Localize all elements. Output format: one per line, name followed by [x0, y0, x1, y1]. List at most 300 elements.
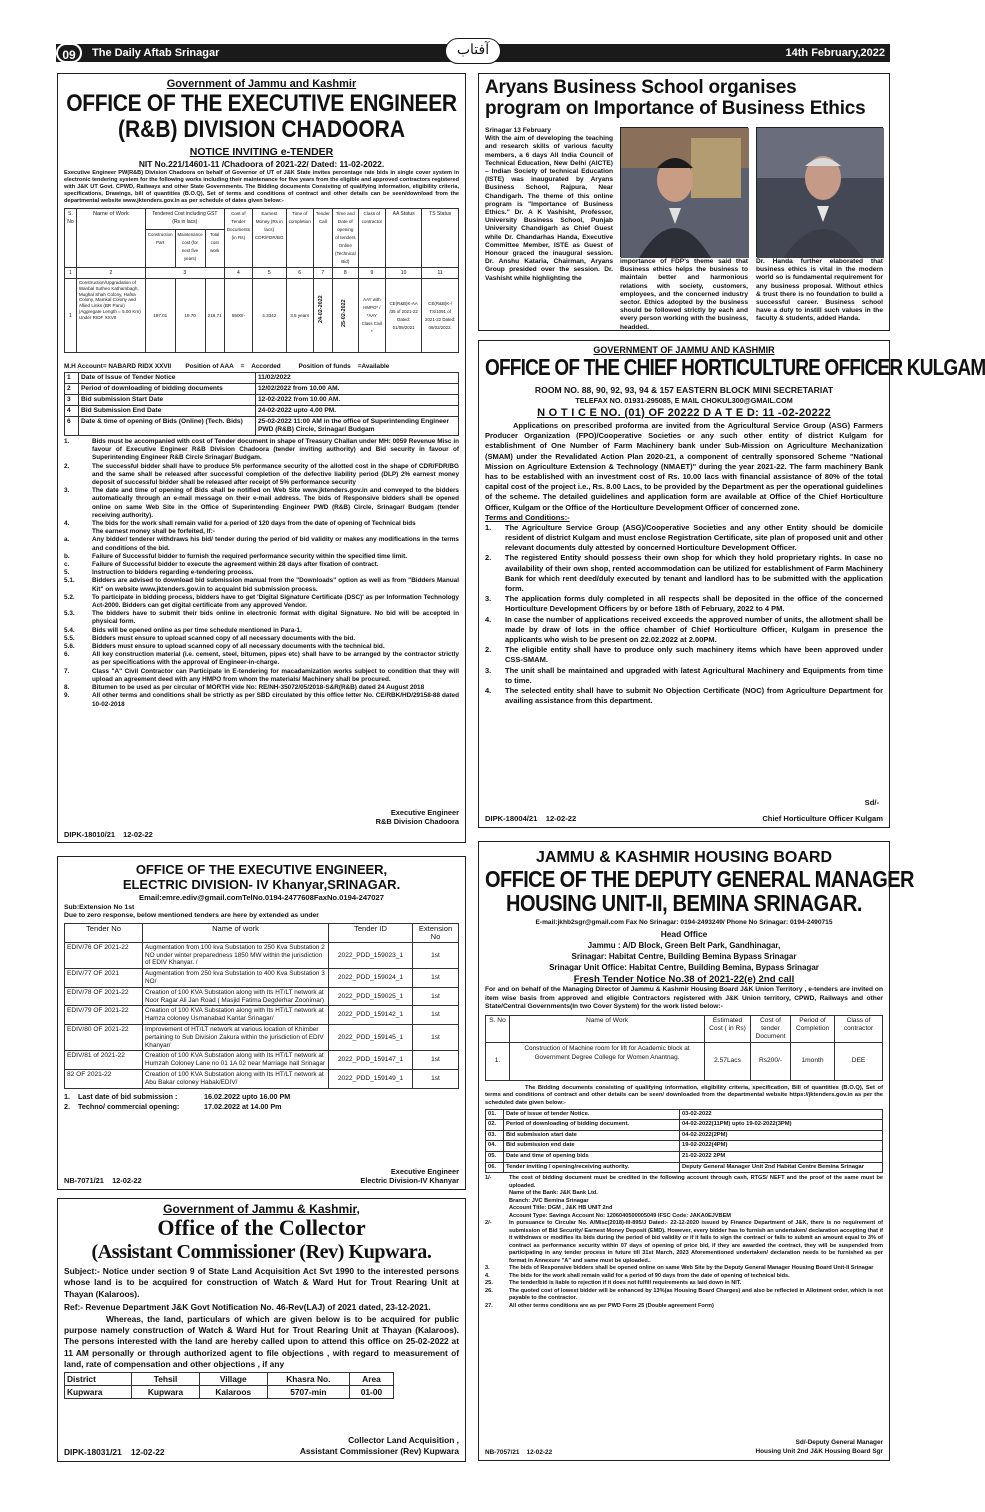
term-text: The application forms duly completed in all respects shall be deposited in the office of the concerned Horticulture Development Officers by or before 18th of February, 2022 to 4 PM. [505, 594, 883, 614]
table-row [65, 1006, 459, 1025]
ad1-account-line: M.H Account= NABARD RIDX XXVII Position of AAA = Accorded Position of funds =Available [64, 363, 390, 370]
date-value: 25-02-2022 11:00 AM in the office of Superintending Engineer PWD (R&B) Circle, Srinagar/ Budgam [256, 417, 459, 436]
term-key: 2/- [485, 1220, 492, 1227]
term-item [64, 569, 459, 577]
term-text: Bids will be opened online as per time schedule mentioned in Para-1. [92, 626, 302, 634]
date-label: Bid submission Start Date [79, 395, 256, 406]
ad3-terms-title: Terms and Conditions:- [485, 512, 570, 522]
table-row [65, 942, 459, 968]
th-district: District [65, 1372, 132, 1385]
cell-opening [332, 279, 358, 353]
term-key: 4. [485, 1272, 490, 1279]
term-text: The date and time of opening of Bids shall be notified on Web Site www.jktenders.gov.in and conveyed to the bidders automatically through an e-mail message on their e-mail address. The bids of Responsive bidders shall be opened online on same Web Site in the Office of Superintending Engineer PWD (R&B) Circle, Srinagar/ Budgam (tender receiving authority). [92, 487, 459, 519]
table-row [65, 1051, 459, 1070]
th-emd: Earnest Money (Rs in lacs) CDR/FDR/BG [252, 209, 286, 268]
date-no: 01. [486, 1109, 504, 1120]
ad6-ref: NB-7057/21 12-02-22 [485, 1449, 553, 1456]
th-ts: TS Status [422, 209, 459, 268]
num-1: 1 [65, 268, 77, 279]
term-key: 27. [485, 1302, 493, 1309]
term-item [64, 438, 459, 463]
cell-estimated: 2.57Lacs [705, 1042, 751, 1080]
article-headline-1: Aryans Business School organises [485, 77, 797, 98]
date-value: 03-02-2022 [680, 1109, 883, 1120]
table-row [65, 1385, 394, 1398]
term-key: 5.1. [64, 577, 75, 585]
ad6-sign2: Housing Unit 2nd J&K Housing Board Sgr [755, 1447, 883, 1455]
term-item [64, 553, 459, 561]
term-text: Bidders must ensure to upload scanned copy of all necessary documents with the bid. [92, 634, 356, 642]
ad1-sign1: Executive Engineer [390, 808, 459, 817]
ad6-fresh: Fresh Tender Notice No.38 of 2021-22(e) 2nd call [573, 974, 795, 985]
cell-tehsil: Kupwara [132, 1385, 199, 1398]
tender-no: 82 OF 2021-22 [65, 1069, 143, 1088]
term-item [64, 651, 459, 667]
term-text: Failure of Successful bidder to furnish the required performance security within the specified time limit. [92, 552, 407, 560]
term-key: 1/- [485, 1175, 492, 1182]
date-no: 1 [65, 373, 79, 384]
ad3-addr: ROOM NO. 88, 90, 92, 93, 94 & 157 EASTERN BLOCK MINI SECRETARIAT [534, 385, 834, 395]
ad6-signature [756, 1439, 883, 1456]
term-key: b. [64, 552, 70, 560]
th-time: Time of completion [286, 209, 313, 268]
tender-no: EDIV/78 OF 2021-22 [65, 987, 143, 1006]
term-item [485, 594, 883, 614]
ad5-subject: Subject:- Notice under section 9 of State Land Acquisition Act Svt 1990 to the interested persons whose land is to be acquired for construction of Watch & Ward Hut for Trout Rearing Unit at Thayan (Kalaroos). [64, 1266, 459, 1299]
ad1-work-table [64, 208, 459, 353]
ad3-title: OFFICE OF THE CHIEF HORTICULTURE OFFICER KULGAM [485, 355, 985, 381]
term-item [64, 536, 459, 552]
term-key: 2. [485, 553, 492, 563]
ad6-work-table [485, 1015, 883, 1081]
th-cost-doc: Cost of tender Document [751, 1015, 791, 1042]
num-11: 11 [422, 268, 459, 279]
term-item [485, 1175, 883, 1220]
cell-time: 3.5 years [286, 279, 313, 353]
ad5-sign1: Collector Land Acquisition , [348, 1435, 459, 1445]
term-key: 6. [64, 651, 70, 659]
ad6-title0: JAMMU & KASHMIR HOUSING BOARD [536, 849, 832, 866]
ad1-nit: NIT No.221/14601-11 /Chadoora of 2021-22/ Dated: 11-02-2022. [138, 159, 385, 169]
ad4-opening [64, 1102, 459, 1112]
term-key: 7. [64, 667, 70, 675]
num-4: 4 [224, 268, 252, 279]
term-text: Any bidder/ tenderer withdraws his bid/ tender during the period of bid validity or makes any modifications in the terms and conditions of the bid. [92, 536, 459, 552]
cell-class: AAY with HMPO* / *AAY Class Civil * [358, 279, 385, 353]
article-aryans [478, 73, 890, 331]
cell-period: 1month [791, 1042, 835, 1080]
ad6-email: E-mail:jkhb2sgr@gmail.com Fax No Srinagar: 0194-2493249/ Phone No Srinagar: 0194-2490715 [535, 919, 833, 926]
term-item [64, 635, 459, 643]
tender-work: Improvement of HT/LT network at various location of Khimber pertaining to Sub Division Zakura within the jurisdiction of EDIV Khanyar/ [143, 1024, 329, 1050]
ad1-notice: NOTICE INVITING e-TENDER [189, 146, 334, 158]
th-sno: S. No [65, 209, 77, 268]
term-text: The registered Entity should possess their own shop for which they hold proprietary rights. In case no availability of their own shop, rented accommodation can be utilized for establishment of Farm Machinery Bank for which rent deed/duly executed by tenant and landlord has to be submitted with the application form. [505, 553, 883, 594]
term-item [485, 553, 883, 594]
term-text: Bitumen to be used as per circular of MORTH vide No: RE/NH-35072/05/2018-S&R(R&B) dated 24 August 2018 [92, 684, 425, 692]
term-text: All other terms conditions are as per PWD Form 25 (Double agreement Form) [509, 1302, 714, 1309]
ad6-srinagar: Srinagar: Habitat Centre, Building Bemina Bypass Srinagar [571, 952, 797, 961]
ad5-ref-line: Ref:- Revenue Department J&K Govt Notification No. 46-Rev(LAJ) of 2021 dated, 23-12-2021. [64, 1302, 431, 1313]
th-maintenance: Maintenance cost (for next five years) [175, 230, 205, 268]
ad6-terms [485, 1175, 883, 1310]
ad6-title1: OFFICE OF THE DEPUTY GENERAL MANAGER [485, 867, 914, 893]
table-row [65, 1069, 459, 1088]
ad4-ref: NB-7071/21 12-02-22 [64, 1176, 142, 1185]
term-key: 5.6. [64, 643, 75, 651]
term-text: The bidders have to submit their bids online in electronic format with digital Signature. No bid will be accepted in physical form. [92, 610, 459, 626]
tender-no: EDIV/80 OF 2021-22 [65, 1024, 143, 1050]
ad6-sign1: Sd/-Deputy General Manager [795, 1439, 883, 1447]
term-text: The selected entity shall have to submit No Objection Certificate (NOC) from Agriculture Department for availing assistance from this department. [505, 686, 883, 706]
term-key: 9. [64, 692, 70, 700]
term-item [485, 1273, 883, 1281]
ad1-dates-table [64, 372, 459, 436]
ad-electric-division [57, 856, 466, 1190]
article-col-1: Srinagar 13 February With the aim of developing the teaching and research skills of various faculty members, a 6 days All India Council of Technical Education, New Delhi (AICTE) – Indian Society of technical Education (ISTE) was inaugurated by Aryans Business School, Rajpura, Near Chandigarh. The theme of this online program is "Importance of Business Ethics." Dr. A K Vashisht, Professor, University Business School, Punjab University Chandigarh as Chief Guest while Dr. Chandarhas Handa, Executive Committee Member, ISTE as Guest of Honour graced the inaugural session. Dr. Anshu Kataria, Chairman, Aryans Group presided over the session. Dr. Vashisht while highlighting the [485, 127, 613, 282]
term-item [485, 686, 883, 706]
term-item [485, 1280, 883, 1288]
ad6-bidding: The Bidding documents consisting of qualifying information, eligibility criteria, specification, Bill of quantities (B.O.Q), Set of terms and conditions of contract and other details can be seen/ downloaded from the departmental website https://jktenders.gov.in as per the scheduled date given below:- [485, 1084, 883, 1106]
ad1-sign2: R&B Division Chadoora [375, 817, 459, 826]
table-row [486, 1042, 883, 1080]
th-village: Village [199, 1372, 267, 1385]
date-no: 6 [65, 417, 79, 436]
term-text: Bidders must ensure to upload scanned copy of all necessary documents with the technical bid. [92, 643, 385, 651]
term-item [485, 1265, 883, 1273]
th-construction: Construction Part [145, 230, 175, 268]
ad6-jammu: Jammu : A/D Block, Green Belt Park, Gandhinagar, [587, 941, 781, 950]
logo-text: آفتاب [456, 42, 490, 58]
term-key: a. [64, 536, 70, 544]
term-item [485, 1288, 883, 1303]
tender-work: Creation of 100 KVA Substation along with Its HT/LT network at Hamza coloney Usmanabad Kantar Srinagar/ [143, 1006, 329, 1025]
term-key: 2. [64, 462, 70, 470]
term-text: The bids for the work shall remain valid for a period of 120 days from the date of opening of Technical bids [92, 520, 416, 528]
term-item [485, 523, 883, 554]
term-key: 5. [64, 569, 70, 577]
ad-collector-kupwara [57, 1198, 466, 1462]
tender-id: 2022_PDD_159023_1 [329, 942, 413, 968]
cell-maintenance: 19.70 [175, 279, 205, 353]
num-5: 5 [252, 268, 286, 279]
num-9: 9 [358, 268, 385, 279]
ad4-title2: ELECTRIC DIVISION- IV Khanyar,SRINAGAR. [122, 877, 401, 892]
th-tender-id: Tender ID [329, 923, 413, 942]
last-date-value: 16.02.2022 upto 16.00 PM [204, 1091, 291, 1101]
date-no: 04. [486, 1141, 504, 1152]
term-item [64, 463, 459, 488]
date-value: 04-02-2022(2PM) [680, 1130, 883, 1141]
th-sno: S. No [486, 1015, 510, 1042]
term-text: The unit shall be maintained and upgraded with latest Agricultural Machinery and Equipments from time to time. [505, 665, 883, 685]
term-key: 8. [64, 684, 70, 692]
term-key [64, 528, 92, 536]
ad4-tender-table [64, 923, 459, 1089]
term-key: 5.4. [64, 626, 75, 634]
date-label: Bid submission start date [504, 1130, 680, 1141]
photo-guest-honour [756, 127, 883, 257]
paper-name: The Daily Aftab Srinagar [92, 47, 220, 59]
ad4-sub: Sub:Extension No 1st [64, 904, 135, 911]
ad1-terms [64, 438, 459, 709]
term-item [64, 577, 459, 593]
term-item [64, 610, 459, 626]
article-col-3: Dr. Handa further elaborated that business ethics is vital in the modern world so is fundamental requirement for any business proposal. Without ethics & trust there is no foundation to build a successful career. Business school have a duty to instill such values in the faculty & students, added Handa. [756, 258, 883, 323]
term-item [485, 645, 883, 665]
speaker-photo-2 [757, 128, 884, 258]
date-value: 11/02/2022 [256, 373, 459, 384]
ad3-notice: N O T I C E NO. (01) OF 20222 D A T E D: 11 -02-20222 [537, 407, 831, 419]
ad5-signature [300, 1435, 459, 1457]
th-khasra: Khasra No. [267, 1372, 349, 1385]
th-opening: Time and Date of opening of tenders Online (Technical Bid) [332, 209, 358, 268]
th-total: Total cost work [205, 230, 224, 268]
ad6-head-office: Head Office [660, 929, 708, 939]
ad6-title2: HOUSING UNIT-II, BEMINA SRINAGAR. [505, 891, 863, 917]
term-text: Bids must be accompanied with cost of Tender document in shape of Treasury Challan under MH: 0059 Revenue Misc in favour of Executive Engineer R&B Division Chadoora (tender inviting authority) and Bid security in favour of Superintending Engineer R&B Circle Srinagar/ Budgam. [92, 438, 459, 462]
tender-ext: 1st [413, 1069, 459, 1088]
ad3-sign: Chief Horticulture Officer Kulgam [762, 814, 883, 823]
ad-housing-board [478, 841, 914, 1461]
tender-work: Augmentation from 250 kva Substation to 400 Kva Substation 3 NO/ [143, 969, 329, 988]
tender-no: EDIV/81 of 2021-22 [65, 1051, 143, 1070]
table-row [65, 1024, 459, 1050]
num-10: 10 [385, 268, 421, 279]
cell-name: Construction/Upgradation of Wanbal Sutheo Kathambagh, Mughal Shah Colony, Hafsa Colony, Mamkal Colony and Allied Links (BR Parui) (Aggregate Length = 5.00 Km) Under RIDF XXVII [76, 279, 145, 353]
date-label: Date of issue of tender Notice. [504, 1109, 680, 1120]
term-text: The successful bidder shall have to produce 5% performance security of the allotted cost in the shape of CDR/FDR/BG and the same shall be released after successful completion of the defective liability period (DLP) 2% earnest money deposit of successful bidder shall be released after receipt of 5% performance security [92, 462, 459, 487]
term-item [485, 615, 883, 646]
ad4-email: Email:emre.ediv@gmail.comTelNo.0194-2477608FaxNo.0194-247027 [139, 893, 384, 902]
tender-ext: 1st [413, 1051, 459, 1070]
ad4-title1: OFFICE OF THE EXECUTIVE ENGINEER, [135, 862, 388, 877]
date-no: 06. [486, 1162, 504, 1173]
term-text: The eligible entity shall have to produce only such machinery items which have been approved under CSS-SMAM. [505, 645, 883, 665]
term-key: 26. [485, 1287, 493, 1294]
term-text: The Agriculture Service Group (ASG)/Cooperative Societies and any other Entity should be domicile resident of district Kulgam and must enclose Registration Certificate, site plan of proposed unit and other relevant documents duly attested by concerned Horticulture Development Officer. [505, 522, 883, 553]
ad3-gov: GOVERNMENT OF JAMMU AND KASHMIR [593, 345, 775, 355]
cell-village: Kalaroos [199, 1385, 267, 1398]
opening-label: 2. Techno/ commercial opening: [64, 1101, 180, 1111]
ad5-sign2: Assistant Commissioner (Rev) Kupwara [299, 1446, 459, 1456]
term-text: The earnest money shall be forfeited, If:- [92, 528, 215, 536]
term-key: 4. [64, 520, 70, 528]
th-class: Class of contractor [835, 1015, 883, 1042]
cell-sno: 1 [65, 279, 77, 353]
term-text: The cost of bidding document must be credited in the following account through cash, RTGS/ NEFT and the proof of the same must be uploaded. Name of the Bank: J&K Bank Ltd. Branch: JVC Bemina Srinagar Account Title: DGM , J&K HB UNIT 2nd Account Type: Savings Account No: 1206040500005049 IFSC Code: JAKA0EJVBEM [509, 1175, 883, 1219]
tender-work: Creation of 100 KVA Substation along with Its HT/LT network at Humzah Coloney Lane no 01 1A 02 near Marriage hall Srinagar [143, 1051, 329, 1070]
term-text: The quoted cost of lowest bidder will be enhanced by 13%(as Housing Board Charges) and also be reflected in Allotment order, which is not payable to the contractor. [509, 1287, 883, 1302]
term-item [64, 692, 459, 708]
date-label: Bid Submission End Date [79, 406, 256, 417]
tender-id: 2022_PDD_159025_1 [329, 987, 413, 1006]
date-no: 02. [486, 1120, 504, 1131]
ad1-gov: Government of Jammu and Kashmir [166, 78, 357, 90]
issue-date: 14th February,2022 [785, 47, 885, 59]
ad5-title1: Office of the Collector [157, 1215, 366, 1240]
th-aa: AA Status [385, 209, 421, 268]
ad3-body: Applications on prescribed proforma are invited from the Agricultural Service Group (ASG) Farmers Producer Organization (FPO)/Cooperative Societies or any such other entity of district Kulgam for establishment of One Number of Farm Machinery bank under Sub-Mission on Agriculture Mechanization (SMAM) under the Revalidated Action Plan 2020-21, a component of centrally sponsored Scheme "National Mission on Agriculture Extension & Technology (NMAET)" during the year 2021-22. The farm machinery Bank has to be established with an investment cost of Rs. 10.00 lacs with financial assistance of 80% of the total capital cost of the project i.e., Rs. 8.00 Lacs, to be provided by the Department as per the operational guidelines of the scheme. The detailed guidelines and application form are available at Office of the Chief Horticulture Officer, Kulgam or the Office of the Horticulture Development Officer of concerned zone. [485, 421, 884, 512]
date-value: 04-02-2022(11PM) upto 19-02-2022(3PM) [680, 1120, 883, 1131]
page-number: 09 [62, 48, 76, 62]
term-item [485, 1303, 883, 1311]
tender-work: Augmentation from 100 kva Substation to 250 Kva Substation 2 NO under winter preparedness 1850 MW within the jurisdiction of EDIV Khanyar. / [143, 942, 329, 968]
date-label: Date & time of opening of Bids (Online) (Tech. Bids) [79, 417, 256, 436]
term-key: 5.3. [64, 610, 75, 618]
cell-construction: 197.01 [145, 279, 175, 353]
cell-khasra: 5707-min [267, 1385, 349, 1398]
tender-id: 2022_PDD_159145_1 [329, 1024, 413, 1050]
term-key: 5.2. [64, 593, 75, 601]
th-area: Area [349, 1372, 393, 1385]
ad3-tel: TELEFAX NO. 01931-295085, E MAIL CHOKUL300@GMAIL.COM [575, 396, 793, 405]
ad4-last-date [64, 1092, 459, 1102]
article-headline-2: program on Importance of Business Ethics [485, 98, 866, 119]
term-text: All key construction material (i.e. cement, steel, bitumen, pipes etc) shall have to be arranged by the contractor strictly as per specifications with the approval of Engineer-in-charge. [92, 651, 459, 667]
tender-ext: 1st [413, 1024, 459, 1050]
cell-ts: CE(R&B)K-/ TS/1091 of 2021-22 Dated: 08/02/2022. [422, 279, 459, 353]
th-tender-no: Tender No [65, 923, 143, 942]
tender-ext: 1st [413, 969, 459, 988]
ad5-body: Whereas, the land, particulars of which are given below is to be acquired for public purpose namely construction of Watch & Ward Hut for Trout Rearing Unit at Thayan (Kalaroos). The persons interested with the land are hereby called upon to attend this office on 25-02-2022 at 11 AM personally or through authorized agent to file objections , with regard to measurement of land, rate of compensation and other objections , if any [64, 1313, 459, 1370]
date-value: 12/02/2022 from 10.00 AM. [256, 384, 459, 395]
th-cost-doc: Cost of Tender Documents (in Rs) [224, 209, 252, 268]
photo-chief-guest [620, 127, 748, 257]
term-item [64, 561, 459, 569]
term-key: 3. [485, 1265, 490, 1272]
cell-area: 01-00 [349, 1385, 393, 1398]
article-col-2: importance of FDP's theme said that Business ethics helps the business to maintain better and harmonious relations with society, customers, employees, and the concerned industry sector. Ethics adopted by the business should be followed strictly by each and every person working with the business, headded. [620, 258, 748, 331]
th-name-of-work: Name of Work [510, 1015, 705, 1042]
th-name: Name of Work [76, 209, 145, 268]
cell-call-text: 24-02-2022 [317, 294, 324, 323]
cell-aa: CE(R&B)K-AA /35 of 2021-22 Dated: 01/09/2021 [385, 279, 421, 353]
ad6-dates-table [485, 1109, 883, 1174]
term-text: The bids of Responsive bidders shall be opened online on same Web Site by the Deputy General Manager Housing Board Unit-II Srinagar [509, 1265, 874, 1272]
date-label: Date and time of opening bids [504, 1151, 680, 1162]
th-tendered: Tendered Cost including GST (Rs in lacs) [145, 209, 224, 230]
term-text: In case the number of applications received exceeds the approved number of units, the allotment shall be made by draw of lots in the office chamber of Chief Horticulture Officer, Kulgam in presence the applicants who wish to be present on 22.02.2022 at 2.00PM. [505, 614, 883, 645]
tender-no: EDIV/77 OF 2021 [65, 969, 143, 988]
term-item [485, 666, 883, 686]
ad1-intro: Executive Engineer PW(R&B) Division Chadoora on behalf of Governor of UT of J&K State invites percentage rate bids in single cover system in electronic tendering system for the following works including their maintenance for five years from the eligible and approved contractors registered with J&K UT Govt. CPWD, Railways and other State Governments. The Bidding documents Consisting of qualifying information, eligibility criteria, specifications, Drawings, bill of quantities (B.O.Q), Set of terms and conditions of contract and other details can be seen/download from the departmental website www.jktenders.gov.in as per schedule of dates given below:- [64, 170, 459, 204]
table-row [65, 969, 459, 988]
term-item [64, 684, 459, 692]
ad-rb-chadoora [57, 73, 466, 843]
date-no: 05. [486, 1151, 504, 1162]
tender-id: 2022_PDD_159024_1 [329, 969, 413, 988]
term-text: Bidders are advised to download bid submission manual from the "Downloads" option as well as from "Bidders Manual Kit" on website www.jktenders.gov.in to acquaint bid submission process. [92, 577, 459, 593]
date-label: Period of downloading of bidding documents [79, 384, 256, 395]
ad4-sign1: Executive Engineer [390, 1167, 459, 1176]
term-item [64, 528, 459, 536]
ad1-ref: DIPK-18010/21 12-02-22 [64, 830, 153, 839]
term-key: 2. [485, 645, 492, 655]
tender-id: 2022_PDD_159142_1 [329, 1006, 413, 1025]
cell-class: DEE [835, 1042, 883, 1080]
date-no: 3 [65, 395, 79, 406]
term-key: 5.5. [64, 634, 75, 642]
last-date-label: 1. Last date of bid submission : [64, 1091, 178, 1101]
tender-id: 2022_PDD_159147_1 [329, 1051, 413, 1070]
tender-no: EDIV/79 OF 2021-22 [65, 1006, 143, 1025]
term-item [64, 643, 459, 651]
term-item [64, 594, 459, 610]
th-name-of-work: Name of work [143, 923, 329, 942]
num-6: 6 [286, 268, 313, 279]
tender-ext: 1st [413, 942, 459, 968]
table-row [65, 987, 459, 1006]
th-call: Tender Call [313, 209, 332, 268]
date-no: 4 [65, 406, 79, 417]
ad3-terms [485, 523, 883, 707]
term-item [64, 627, 459, 635]
term-text: In pursuance to Circular No. A/Misc(2018)-III-895/J Dated:- 22-12-2020 issued by Finance Department of J&K, there is no requirement of submission of Bid Security/ Earnest Money Deposit (EMD). However, every bidder has to furnish an undertaken/ declaration accepting that if it withdraws or modifies its bids during the period of bid validity or if it fails to sign the contract or fails to submit an amount equal to 3% of contract as performance security within 07 days of opening of price bid, if they are awarded the contract, they will be suspended from participating in any tender process in future till 31st March, 2023 Aforementioned undertaken/ declaration needs to be furnished as per format in Annexure "A" and same must be uploaded.. [509, 1220, 883, 1264]
tender-work: Creation of 100 KVA Substation along with Its HT/LT network at Abu Bakar coloney Habak/EDIV/ [143, 1069, 329, 1088]
term-text: Instruction to bidders regarding e-tendering process. [92, 569, 254, 577]
term-item [64, 520, 459, 528]
th-class: Class of contractor [358, 209, 385, 268]
num-2: 2 [76, 268, 145, 279]
date-label: Period of downloading of bidding document. [504, 1120, 680, 1131]
tender-ext: 1st [413, 1006, 459, 1025]
ad5-title2: (Assistant Commissioner (Rev) Kupwara. [91, 1241, 432, 1263]
date-value: 19-02-2022(4PM) [680, 1141, 883, 1152]
date-value: Deputy General Manager Unit 2nd Habitat Centre Bemina Srinagar [680, 1162, 883, 1173]
term-key: c. [64, 561, 70, 569]
ad1-title2: (R&B) DIVISION CHADOORA [118, 116, 405, 143]
th-period: Period of Completion [791, 1015, 835, 1042]
ad4-sign2: Electric Division-IV Khanyar [360, 1176, 459, 1185]
ad6-intro: For and on behalf of the Managing Director of Jammu & Kashmir Housing Board J&K Union Territory , e-tenders are invited on item wise basis from approved and eligible Contractors registered with J&K Union territory, CPWD, Railways and other State/Central Governments(In two Cover System) for the work listed below:- [485, 986, 883, 1011]
term-key: 3. [485, 594, 492, 604]
ad5-gov: Government of Jammu & Kashmir, [163, 1202, 360, 1216]
term-item [64, 487, 459, 520]
ad1-signature [376, 808, 459, 826]
speaker-photo-1 [621, 128, 749, 258]
term-text: To participate in bidding process, bidders have to get 'Digital Signature Certificate (DSC)' as per Information Technology Act-2000. Bidders can get digital certificate from any approved Vendor. [92, 593, 459, 610]
num-8: 8 [332, 268, 358, 279]
ad6-unit: Srinagar Unit Office: Habitat Centre, Building Bemina, Bypass Srinagar [549, 963, 819, 972]
tender-ext: 1st [413, 987, 459, 1006]
ad1-title1: OFFICE OF THE EXECUTIVE ENGINEER [66, 90, 457, 117]
masthead [0, 0, 945, 70]
term-item [485, 1220, 883, 1265]
term-text: All other terms and conditions shall be strictly as per SBD circulated by this office letter No. CE/RBK/HD/29158-88 dated 10-02-2018 [92, 692, 459, 708]
cell-emd: 4.3342 [252, 279, 286, 353]
num-7: 7 [313, 268, 332, 279]
term-key: 3. [485, 665, 492, 675]
term-text: The tender/bid is liable to rejection if it does not fulfill requirements as laid down in NIT. [509, 1280, 742, 1287]
cell-opening-text: 25-02-2022 [340, 298, 347, 327]
term-text: The bids for the work shall remain valid for a period of 90 days from the date of opening of technical bids. [509, 1272, 790, 1279]
cell-total: 216.71 [205, 279, 224, 353]
th-tehsil: Tehsil [132, 1372, 199, 1385]
cell-sno: 1. [486, 1042, 510, 1080]
masthead-logo [445, 38, 501, 64]
tender-work: Creation of 100 KVA Substation along with Its HT/LT network at Noor Ragar Ali Jan Road ( Masjid Fatima Degderhar Zoonimar) [143, 987, 329, 1006]
date-value: 21-02-2022 2PM [680, 1151, 883, 1162]
term-key: 1. [64, 438, 70, 445]
ad4-due: Due to zero response, below mentioned tenders are here by extended as under [64, 912, 319, 920]
page-number-badge [56, 43, 82, 63]
date-value: 12-02-2022 from 10.00 AM. [256, 395, 459, 406]
ad3-ref: DIPK-18004/21 12-02-22 [485, 814, 577, 823]
cell-district: Kupwara [65, 1385, 132, 1398]
term-key: 4. [485, 686, 492, 696]
opening-value: 17.02.2022 at 14.00 Pm [204, 1101, 282, 1111]
